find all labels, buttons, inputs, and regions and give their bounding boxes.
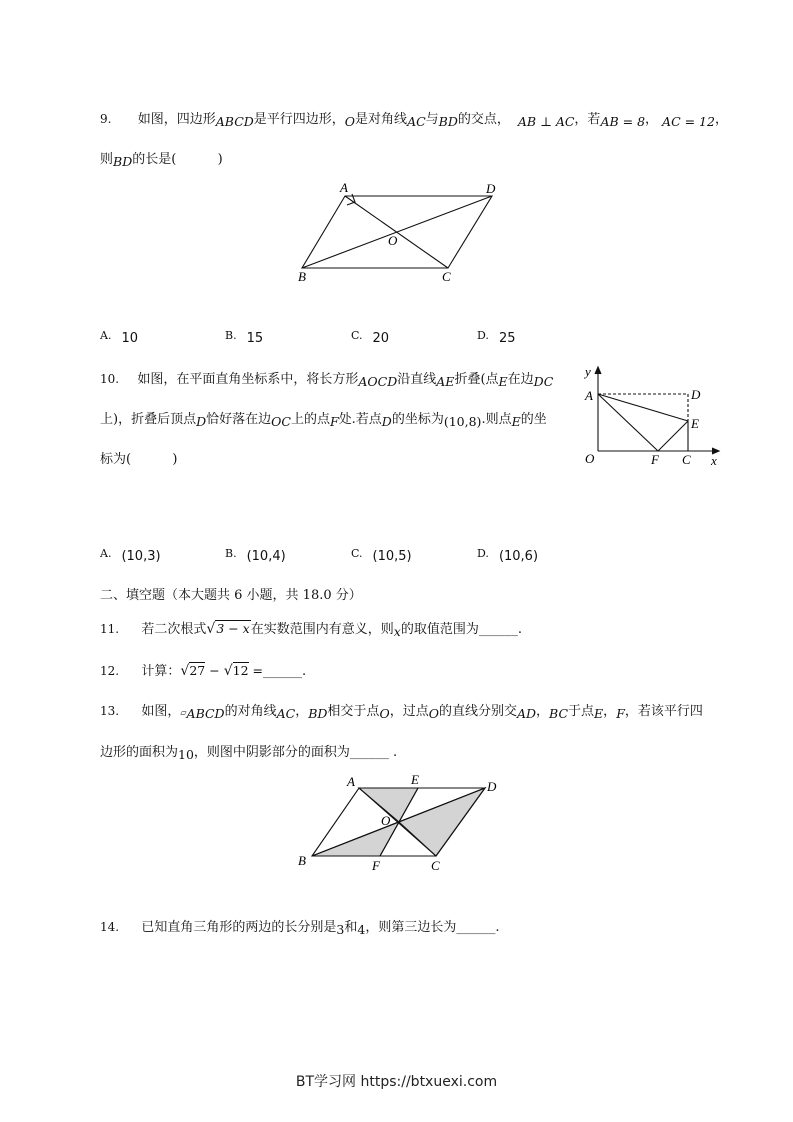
q13-label-b: B [298,853,306,868]
section-title: 二、填空题（本大题共 6 小题，共 18.0 分） [100,588,362,603]
q10-figure [580,364,726,472]
q9-option-d: D. 25 [477,329,516,346]
q13-label-f: F [372,858,380,873]
q10-option-d: D. (10,6) [477,547,539,564]
q9-label-b: B [298,269,306,284]
q13-label-a: A [347,774,355,789]
q10-label-d: D [691,387,701,402]
q13-line2: 边形的面积为10，则图中阴影部分的面积为______ . [100,745,398,762]
q10-line1: 10. 如图，在平面直角坐标系中，将长方形AOCD沿直线AE折叠(点E在边DC [100,372,554,389]
q10-label-x: x [711,453,717,468]
q11: 11. 若二次根式√3 − x在实数范围内有意义，则x的取值范围为______. [100,621,522,639]
q9-label-d: D [486,181,496,196]
q9-option-a: A. 10 [100,329,138,346]
q11-number: 11. [100,622,120,636]
q9-diagonal-bd [302,196,492,268]
q13-line1: 13. 如图，▱ABCD的对角线AC，BD相交于点O，过点O的直线分别交AD，BC于点E，F，若该平行四 [100,704,703,721]
sqrt-sign-icon: √ [180,663,190,679]
sqrt-sign-icon: √ [223,663,233,679]
q13-number: 13. [100,704,120,718]
q10-number: 10. [100,372,120,386]
q9-option-b: B. 15 [225,329,264,346]
q9-label-c: C [442,269,451,284]
q9-label-a: A [340,180,348,195]
q10-line-fe [658,421,688,451]
q9-number: 9. [100,112,112,126]
footer-watermark: BT学习网 https://btxuexi.com [295,1074,498,1090]
q13-label-d: D [487,779,497,794]
q10-option-a: A. (10,3) [100,547,161,564]
parallelogram-symbol-icon: ▱ [180,708,187,717]
q9-label-o: O [388,233,398,248]
q13-label-c: C [431,858,440,873]
q14: 14. 已知直角三角形的两边的长分别是3和4，则第三边长为______. [100,920,500,937]
q10-label-e: E [691,416,699,431]
q9-figure [290,178,510,286]
q10-option-c: C. (10,5) [351,547,412,564]
q12: 12. 计算：√27 − √12 =______. [100,663,307,679]
q10-label-c: C [682,452,691,467]
q10-line2: 上)，折叠后顶点D恰好落在边OC上的点F处.若点D的坐标为(10,8).则点E的坐 [100,412,547,429]
q9-line2: 则BD的长是( ) [100,152,223,169]
q13-label-o: O [381,813,391,828]
q10-label-a: A [585,388,593,403]
q13-label-e: E [411,772,419,787]
q10-y-arrow [595,367,601,374]
q10-label-y: y [585,364,591,379]
q10-option-b: B. (10,4) [225,547,286,564]
q9-line1: 9. 如图，四边形ABCD是平行四边形，O是对角线AC与BD的交点， AB ⊥ AC，若AB = 8， AC = 12， [100,112,728,129]
q13-figure [292,772,504,876]
q10-label-f: F [651,452,659,467]
q9-option-c: C. 20 [351,329,390,346]
q12-number: 12. [100,664,120,678]
q14-number: 14. [100,920,120,934]
q10-label-o: O [585,451,595,466]
sqrt-sign-icon: √ [206,621,216,637]
q10-line3: 标为( ) [100,452,178,467]
